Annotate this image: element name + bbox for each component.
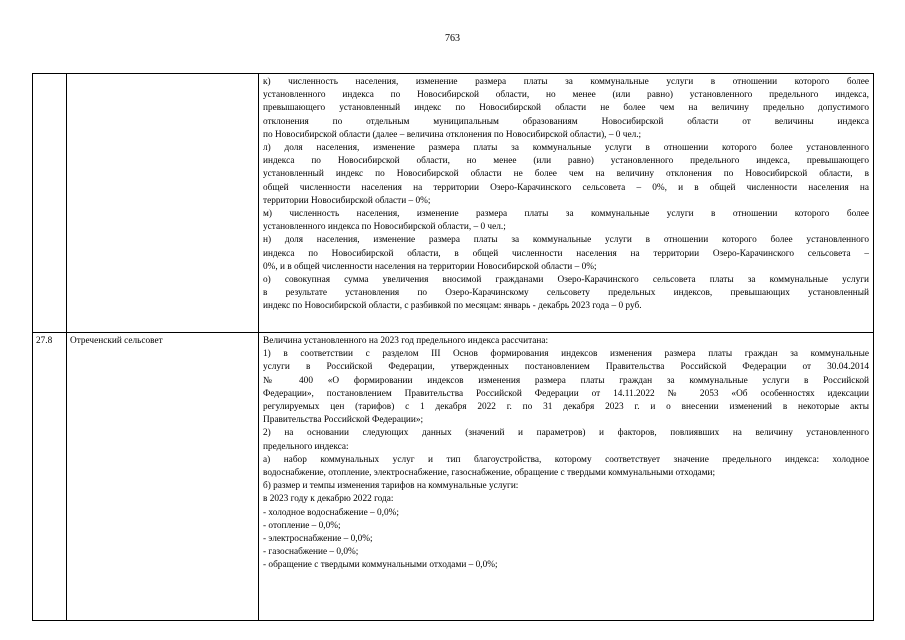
text-line: превышающего установленный индекс по Новосибирской области не более чем на величину предельно допустимого	[263, 103, 869, 114]
text-line: Правительства Российской Федерации»;	[263, 415, 424, 426]
row-number-cell: 27.8	[33, 333, 67, 621]
text-line: в 2023 году к декабрю 2022 года:	[263, 494, 394, 505]
text-line: 2) на основании следующих данных (значений и параметров) и факторов, повлиявших на величину установленного	[263, 428, 869, 439]
municipality-name-cell	[67, 74, 259, 333]
description-cell	[259, 74, 874, 333]
text-line: индекса по Новосибирской области, но менее (или равно) установленного предельного индекса, превышающего	[263, 156, 869, 167]
text-line: территории Новосибирской области – 0%;	[263, 195, 431, 206]
text-line: № 400 «О формировании индексов изменения размера платы граждан за коммунальные услуги в Российской	[263, 375, 869, 386]
text-line: установленного индекса по Новосибирской области, – 0 чел.;	[263, 222, 506, 233]
text-line: Величина установленного на 2023 год предельного индекса рассчитана:	[263, 336, 549, 346]
text-line: к) численность населения, изменение размера платы за коммунальные услуги в отношении которого более	[263, 77, 869, 87]
text-line: 1) в соответствии с разделом III Основ формирования индексов изменения размера платы граждан за коммунальные	[263, 349, 869, 360]
text-line: б) размер и темпы изменения тарифов на коммунальные услуги:	[263, 481, 519, 492]
description-cell	[259, 333, 874, 621]
text-line: регулируемых цен (тарифов) с 1 декабря 2022 г. по 31 декабря 2023 г. и о внесении изменений в некоторые акты	[263, 402, 869, 413]
text-line: - отопление – 0,0%;	[263, 520, 341, 531]
text-line: - холодное водоснабжение – 0,0%;	[263, 507, 399, 518]
table-row	[33, 333, 874, 621]
text-line: а) набор коммунальных услуг и тип благоустройства, которому соответствует значение предельного индекса: холодное	[263, 454, 869, 465]
text-line: услуги в Российской Федерации, утвержденных постановлением Правительства Российской Федерации от 30.04.2014	[263, 362, 869, 373]
text-line: индекса по Новосибирской области, в общей численности населения на территории Озеро-Карачинского сельсовета –	[263, 248, 869, 259]
text-line: водоснабжение, отопление, электроснабжение, газоснабжение, обращение с твердыми коммунальными отходами;	[263, 468, 716, 479]
text-line: л) доля населения, изменение размера платы за коммунальные услуги в отношении которого более установленного	[263, 143, 869, 154]
text-line: общей численности населения на территории Озеро-Карачинского сельсовета – 0%, и в общей численности населения на	[263, 182, 869, 193]
table-row	[33, 74, 874, 333]
text-line: - обращение с твердыми коммунальными отходами – 0,0%;	[263, 560, 498, 571]
text-line: отклонения по отдельным муниципальным образованиям Новосибирской области от величины индекса	[263, 116, 869, 127]
text-line: индекс по Новосибирской области, с разбивкой по месяцам: январь - декабрь 2023 года – 0 руб.	[263, 301, 642, 312]
text-line: предельного индекса:	[263, 441, 349, 452]
text-line: - газоснабжение – 0,0%;	[263, 547, 359, 558]
municipality-name-cell: Отреченский сельсовет	[67, 333, 259, 621]
page-number: 763	[445, 33, 460, 44]
document-table	[32, 73, 874, 621]
text-line: установленный индекс по Новосибирской области не более чем на величину отклонения по Новосибирской области, в	[263, 169, 869, 180]
text-line: м) численность населения, изменение размера платы за коммунальные услуги в отношении которого более	[263, 209, 869, 220]
text-line: Федерации», постановлением Правительства Российской Федерации от 14.11.2022 № 2053 «Об особенностях идексации	[263, 388, 869, 399]
text-line: 0%, и в общей численности населения на территории Новосибирской области – 0%;	[263, 261, 597, 272]
text-line: в результате установления по Озеро-Карачинскому сельсовету предельных индексов, превышающих установленный	[263, 288, 869, 299]
text-line: н) доля населения, изменение размера платы за коммунальные услуги в отношении которого более установленного	[263, 235, 869, 246]
text-line: по Новосибирской области (далее – величина отклонения по Новосибирской области), – 0 чел.;	[263, 129, 642, 140]
text-line: о) совокупная сумма увеличения вносимой гражданами Озеро-Карачинского сельсовета платы за коммунальные услуги	[263, 275, 869, 286]
text-line: установленного индекса по Новосибирской области, но менее (или равно) установленного предельного индекса,	[263, 90, 869, 101]
row-number-cell	[33, 74, 67, 333]
text-line: - электроснабжение – 0,0%;	[263, 534, 373, 545]
